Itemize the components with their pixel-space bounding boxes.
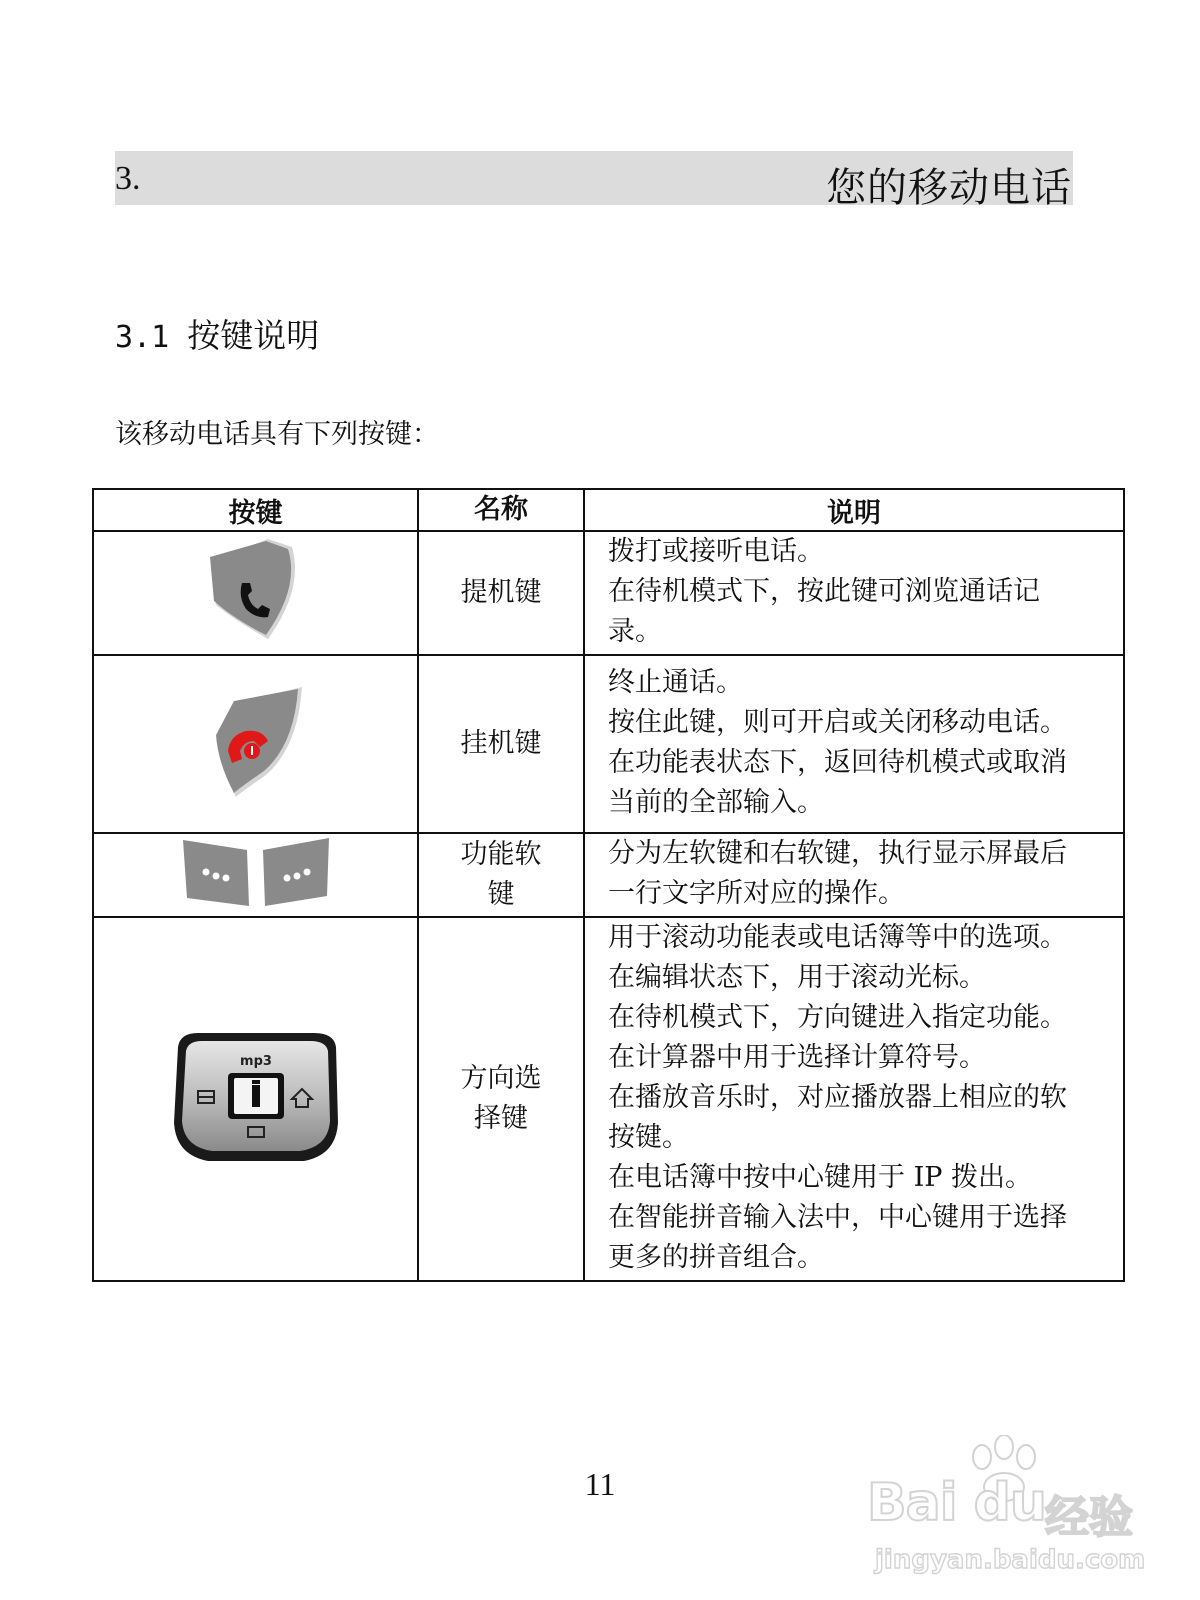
table-row [93, 833, 1124, 917]
description-line: 在编辑状态下，用于滚动光标。 [608, 962, 986, 993]
description-line: 一行文字所对应的操作。 [608, 878, 905, 909]
key-description-cell [584, 833, 1124, 917]
intro-paragraph: 该移动电话具有下列按键： [115, 419, 439, 450]
watermark-brand: Bai du [867, 1473, 1046, 1533]
chapter-number: 3. [115, 160, 141, 197]
key-description-cell [584, 531, 1124, 655]
key-name-line: 挂机键 [460, 728, 542, 759]
key-name-cell [418, 531, 584, 655]
description-line: 当前的全部输入。 [608, 787, 824, 818]
chapter-title: 您的移动电话 [826, 165, 1072, 211]
key-name-line: 键 [487, 879, 515, 910]
key-name-cell [418, 655, 584, 833]
soft-keys-icon [181, 836, 331, 910]
description-line: 录。 [608, 616, 662, 647]
key-name-line: 择键 [474, 1103, 528, 1134]
description-line: 在电话簿中按中心键用于 IP 拨出。 [608, 1162, 1032, 1193]
page-number: 11 [584, 1466, 616, 1502]
watermark-url: jingyan.baidu.com [875, 1545, 1146, 1575]
header-description: 说明 [584, 489, 1124, 531]
description-line: 按住此键，则可开启或关闭移动电话。 [608, 707, 1067, 738]
key-image-cell [93, 531, 418, 655]
table-row [93, 917, 1124, 1281]
description-line: 终止通话。 [608, 667, 743, 698]
key-name-line: 提机键 [460, 577, 542, 608]
description-line: 按键。 [608, 1122, 689, 1153]
description-line: 在智能拼音输入法中，中心键用于选择 [608, 1202, 1067, 1233]
key-description-cell [584, 655, 1124, 833]
watermark-suffix: 经验 [1045, 1492, 1133, 1543]
table-row [93, 531, 1124, 655]
description-line: 在待机模式下，方向键进入指定功能。 [608, 1002, 1067, 1033]
description-line: 更多的拼音组合。 [608, 1242, 824, 1273]
description-line: 用于滚动功能表或电话簿等中的选项。 [608, 922, 1067, 953]
key-name-cell [418, 833, 584, 917]
description-line: 拨打或接听电话。 [608, 536, 824, 567]
key-description-cell [584, 917, 1124, 1281]
table-header-row [93, 489, 1124, 531]
description-line: 在待机模式下，按此键可浏览通话记 [608, 576, 1040, 607]
key-image-cell [93, 655, 418, 833]
key-image-cell [93, 833, 418, 917]
description-line: 在功能表状态下，返回待机模式或取消 [608, 747, 1067, 778]
description-line: 在计算器中用于选择计算符号。 [608, 1042, 986, 1073]
key-name-line: 功能软 [460, 839, 542, 870]
key-image-cell [93, 917, 418, 1281]
table-row [93, 655, 1124, 833]
end-key-icon [206, 687, 306, 797]
call-key-icon [206, 539, 306, 644]
section-title: 按键说明 [187, 316, 320, 355]
nav-up-label: mp3 [239, 1054, 272, 1069]
header-key: 按键 [93, 489, 418, 531]
key-name-cell [418, 917, 584, 1281]
description-line: 分为左软键和右软键，执行显示屏最后 [608, 838, 1067, 869]
baidu-watermark [865, 1435, 1165, 1585]
header-name: 名称 [418, 489, 584, 531]
section-number: 3.1 [115, 320, 170, 355]
navigation-key-icon [168, 1027, 344, 1167]
key-description-table [92, 488, 1125, 1282]
key-name-line: 方向选 [460, 1063, 542, 1094]
description-line: 在播放音乐时，对应播放器上相应的软 [608, 1082, 1067, 1113]
section-heading [115, 310, 319, 357]
